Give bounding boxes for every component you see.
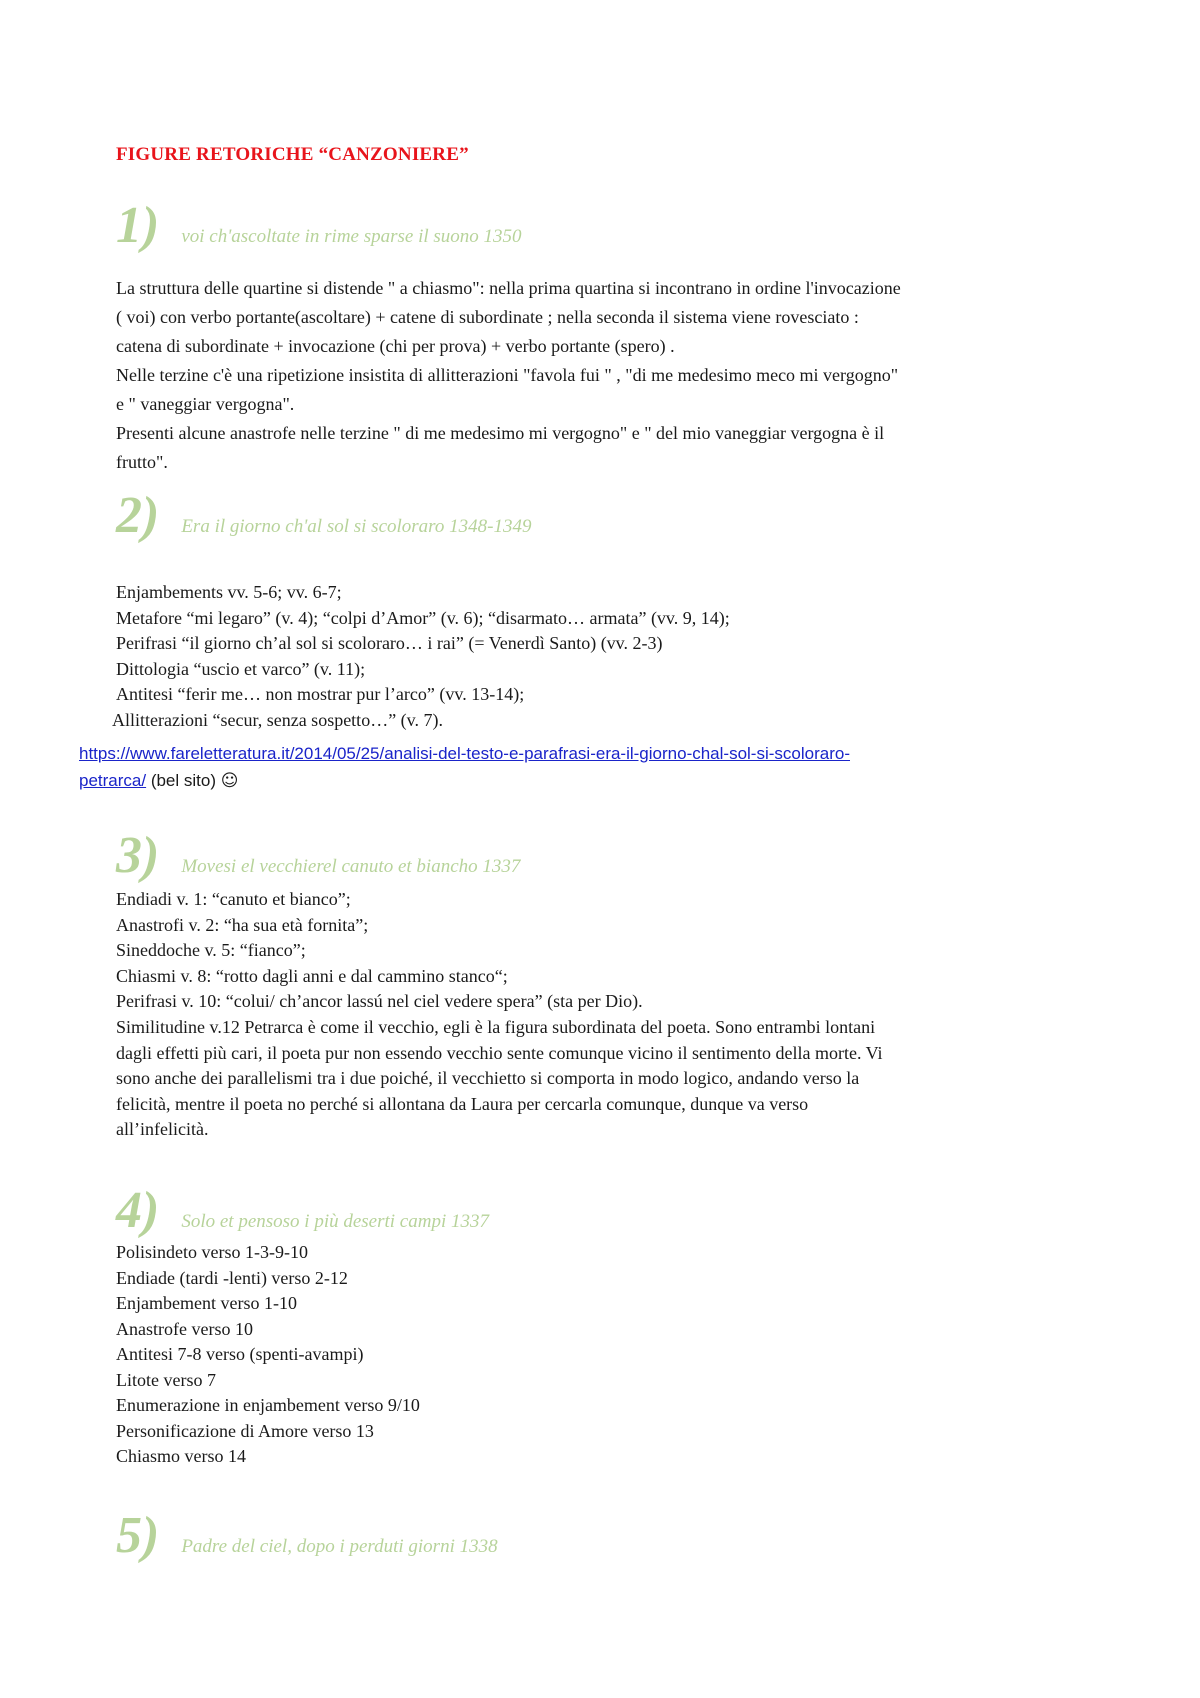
list-item: Sineddoche v. 5: “fianco”; bbox=[116, 940, 306, 960]
list-item: Dittologia “uscio et varco” (v. 11); bbox=[116, 658, 366, 679]
smiley-icon: ☺ bbox=[220, 771, 239, 791]
list-item: Litote verso 7 bbox=[116, 1369, 216, 1390]
text-line: ( voi) con verbo portante(ascoltare) + catene di subordinate ; nella seconda il sistema viene rovesciato : bbox=[116, 307, 859, 327]
list-item: Endiade (tardi -lenti) verso 2-12 bbox=[116, 1267, 348, 1288]
text-line: sono anche dei parallelismi tra i due poiché, il vecchietto si comporta in modo logico, andando verso la bbox=[116, 1068, 860, 1088]
section-4-heading bbox=[116, 1182, 489, 1239]
list-item: Chiasmo verso 14 bbox=[116, 1446, 246, 1466]
text-line: La struttura delle quartine si distende " a chiasmo": nella prima quartina si incontrano in ordine l'invocazione bbox=[116, 278, 901, 298]
section-3-paragraph bbox=[116, 1015, 1076, 1143]
section-number: 3) bbox=[116, 827, 160, 884]
section-4-list bbox=[116, 1240, 1096, 1470]
list-item: Allitterazioni “secur, senza sospetto…” (v. 7). bbox=[112, 709, 443, 730]
list-item: Polisindeto verso 1-3-9-10 bbox=[116, 1242, 308, 1262]
list-item: Antitesi 7-8 verso (spenti-avampi) bbox=[116, 1344, 364, 1364]
text-line: catena di subordinate + invocazione (chi per prova) + verbo portante (spero) . bbox=[116, 336, 675, 356]
list-item: Metafore “mi legaro” (v. 4); “colpi d’Amor” (v. 6); “disarmato… armata” (vv. 9, 14); bbox=[116, 607, 730, 628]
section-number: 4) bbox=[116, 1182, 160, 1239]
list-item: Perifrasi “il giorno ch’al sol si scoloraro… i rai” (= Venerdì Santo) (vv. 2-3) bbox=[116, 633, 663, 653]
text-line: dagli effetti più cari, il poeta pur non essendo vecchio sente comunque vicino il sentimento della morte. Vi bbox=[116, 1042, 883, 1063]
text-line: Similitudine v.12 Petrarca è come il vecchio, egli è la figura subordinata del poeta. Sono entrambi lontani bbox=[116, 1017, 876, 1037]
section-1-heading bbox=[116, 197, 522, 254]
link-note: (bel sito) bbox=[146, 771, 221, 790]
section-3-list bbox=[116, 887, 1096, 1015]
list-item: Antitesi “ferir me… non mostrar pur l’arco” (vv. 13-14); bbox=[116, 684, 525, 704]
section-2-list bbox=[112, 580, 1096, 733]
section-3-heading bbox=[116, 827, 521, 884]
list-item: Enumerazione in enjambement verso 9/10 bbox=[116, 1395, 420, 1415]
list-item: Personificazione di Amore verso 13 bbox=[116, 1420, 374, 1441]
reference-link[interactable]: https://www.fareletteratura.it/2014/05/25/analisi-del-testo-e-parafrasi-era-il-giorno-chal-sol-si-scoloraro- bbox=[79, 744, 850, 763]
text-line: frutto". bbox=[116, 452, 168, 472]
section-title: voi ch'ascoltate in rime sparse il suono 1350 bbox=[181, 226, 522, 247]
section-title: Padre del ciel, dopo i perduti giorni 1338 bbox=[181, 1536, 498, 1557]
list-item: Perifrasi v. 10: “colui/ ch’ancor lassú nel ciel vedere spera” (sta per Dio). bbox=[116, 991, 643, 1011]
section-1-text bbox=[116, 274, 1096, 477]
list-item: Enjambements vv. 5-6; vv. 6-7; bbox=[116, 582, 342, 602]
section-title: Movesi el vecchierel canuto et biancho 1337 bbox=[181, 856, 521, 877]
list-item: Anastrofi v. 2: “ha sua età fornita”; bbox=[116, 914, 369, 935]
list-item: Enjambement verso 1-10 bbox=[116, 1293, 297, 1313]
section-5-heading bbox=[116, 1507, 498, 1564]
section-number: 5) bbox=[116, 1507, 160, 1564]
section-title: Solo et pensoso i più deserti campi 1337 bbox=[181, 1211, 489, 1232]
section-number: 1) bbox=[116, 197, 160, 254]
section-2-heading bbox=[116, 487, 532, 544]
list-item: Chiasmi v. 8: “rotto dagli anni e dal cammino stanco“; bbox=[116, 965, 508, 986]
reference-link-continued[interactable]: petrarca/ bbox=[79, 771, 147, 790]
section-number: 2) bbox=[116, 487, 160, 544]
text-line: Nelle terzine c'è una ripetizione insistita di allitterazioni "favola fui " , "di me medesimo meco mi vergogno" bbox=[116, 365, 899, 385]
section-title: Era il giorno ch'al sol si scoloraro 1348-1349 bbox=[181, 516, 532, 537]
document-title: FIGURE RETORICHE “CANZONIERE” bbox=[116, 144, 469, 165]
list-item: Anastrofe verso 10 bbox=[116, 1318, 253, 1339]
text-line: felicità, mentre il poeta no perché si allontana da Laura per cercarla comunque, dunque va verso bbox=[116, 1093, 809, 1114]
text-line: all’infelicità. bbox=[116, 1119, 209, 1139]
list-item: Endiadi v. 1: “canuto et bianco”; bbox=[116, 889, 351, 909]
text-line: Presenti alcune anastrofe nelle terzine " di me medesimo mi vergogno" e " del mio vaneggiar vergogna è il bbox=[116, 423, 885, 443]
text-line: e " vaneggiar vergogna". bbox=[116, 394, 295, 414]
reference-link-block bbox=[79, 740, 1079, 795]
